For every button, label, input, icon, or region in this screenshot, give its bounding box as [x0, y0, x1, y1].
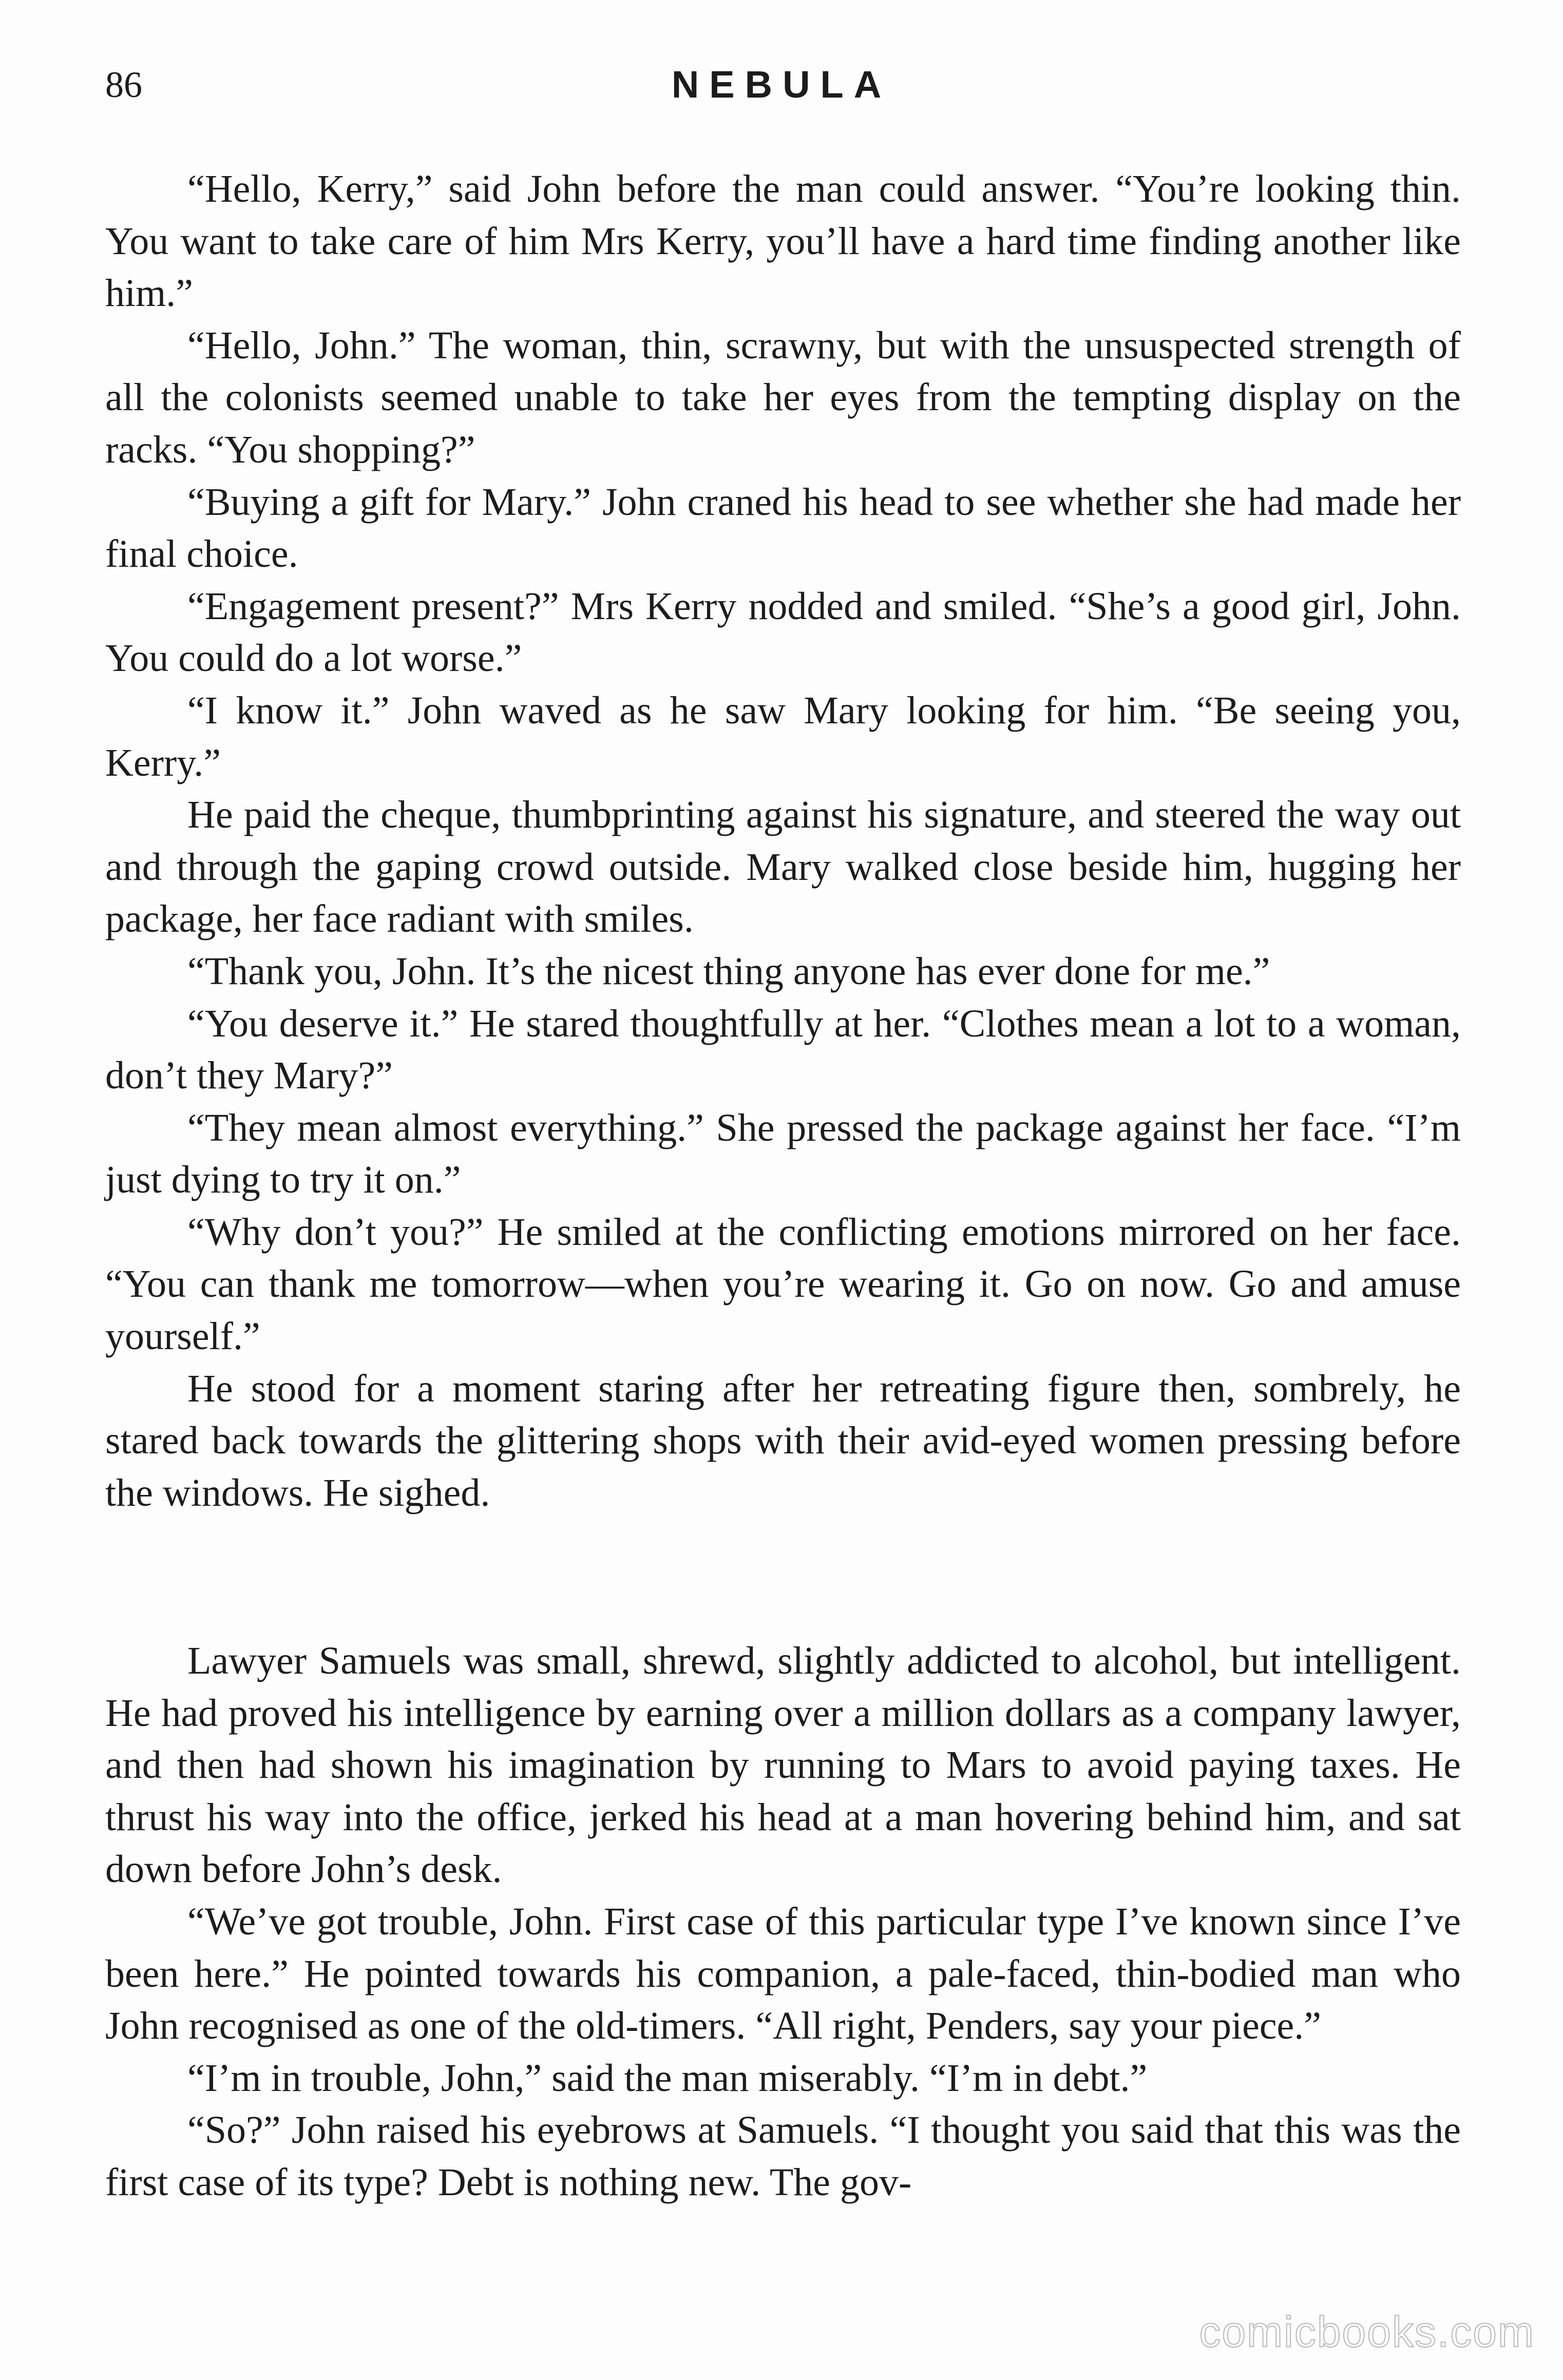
paragraph: He paid the cheque, thumbprinting against his signature, and steered the way out and through the gaping crowd outside. Mary walked close beside him, hugging her package, her face radiant with smiles.: [105, 793, 1461, 941]
paragraph: “Engagement present?” Mrs Kerry nodded and smiled. “She’s a good girl, John. You could do a lot worse.”: [105, 584, 1461, 680]
paragraph: Lawyer Samuels was small, shrewd, slightly addicted to alcohol, but intelligent. He had proved his intelligence by earning over a million dollars as a company lawyer, and then had shown his imagination by running to Mars to avoid paying taxes. He thrust his way into the office, jerked his head at a man hovering behind him, and sat down before John’s desk.: [105, 1639, 1461, 1891]
paragraph: “Thank you, John. It’s the nicest thing anyone has ever done for me.”: [187, 949, 1270, 993]
paragraph: “Hello, John.” The woman, thin, scrawny, but with the unsuspected strength of all the colonists seemed unable to take her eyes from the tempting display on the racks. “You shopping?”: [105, 323, 1461, 471]
paragraph: “I know it.” John waved as he saw Mary looking for him. “Be seeing you, Kerry.”: [105, 688, 1461, 784]
paragraph: “Hello, Kerry,” said John before the man could answer. “You’re looking thin. You want to take care of him Mrs Kerry, you’ll have a hard time finding another like him.”: [105, 167, 1461, 315]
text-section-2: [105, 1635, 1461, 2209]
paragraph: “You deserve it.” He stared thoughtfully at her. “Clothes mean a lot to a woman, don’t they Mary?”: [105, 1002, 1461, 1098]
paragraph: “I’m in trouble, John,” said the man miserably. “I’m in debt.”: [187, 2056, 1148, 2100]
page-number: 86: [105, 64, 142, 105]
watermark: comicbooks.com: [1199, 2308, 1535, 2356]
paragraph: “Why don’t you?” He smiled at the conflicting emotions mirrored on her face. “You can thank me tomorrow—when you’re wearing it. Go on now. Go and amuse yourself.”: [105, 1210, 1461, 1358]
paragraph: “We’ve got trouble, John. First case of this particular type I’ve known since I’ve been here.” He pointed towards his companion, a pale-faced, thin-bodied man who John recognised as one of the old-timers. “All right, Penders, say your piece.”: [105, 1899, 1461, 2048]
text-section-1: [105, 163, 1461, 1519]
paragraph: He stood for a moment staring after her retreating figure then, sombrely, he stared back towards the glittering shops with their avid-eyed women pressing before the windows. He sighed.: [105, 1367, 1461, 1514]
paragraph: “So?” John raised his eyebrows at Samuels. “I thought you said that this was the first case of its type? Debt is nothing new. The gov-: [105, 2108, 1461, 2204]
magazine-title: NEBULA: [671, 63, 892, 106]
paragraph: “Buying a gift for Mary.” John craned his head to see whether she had made her final choice.: [105, 480, 1461, 576]
running-head: [105, 56, 1458, 113]
paragraph: “They mean almost everything.” She pressed the package against her face. “I’m just dying to try it on.”: [105, 1106, 1461, 1202]
